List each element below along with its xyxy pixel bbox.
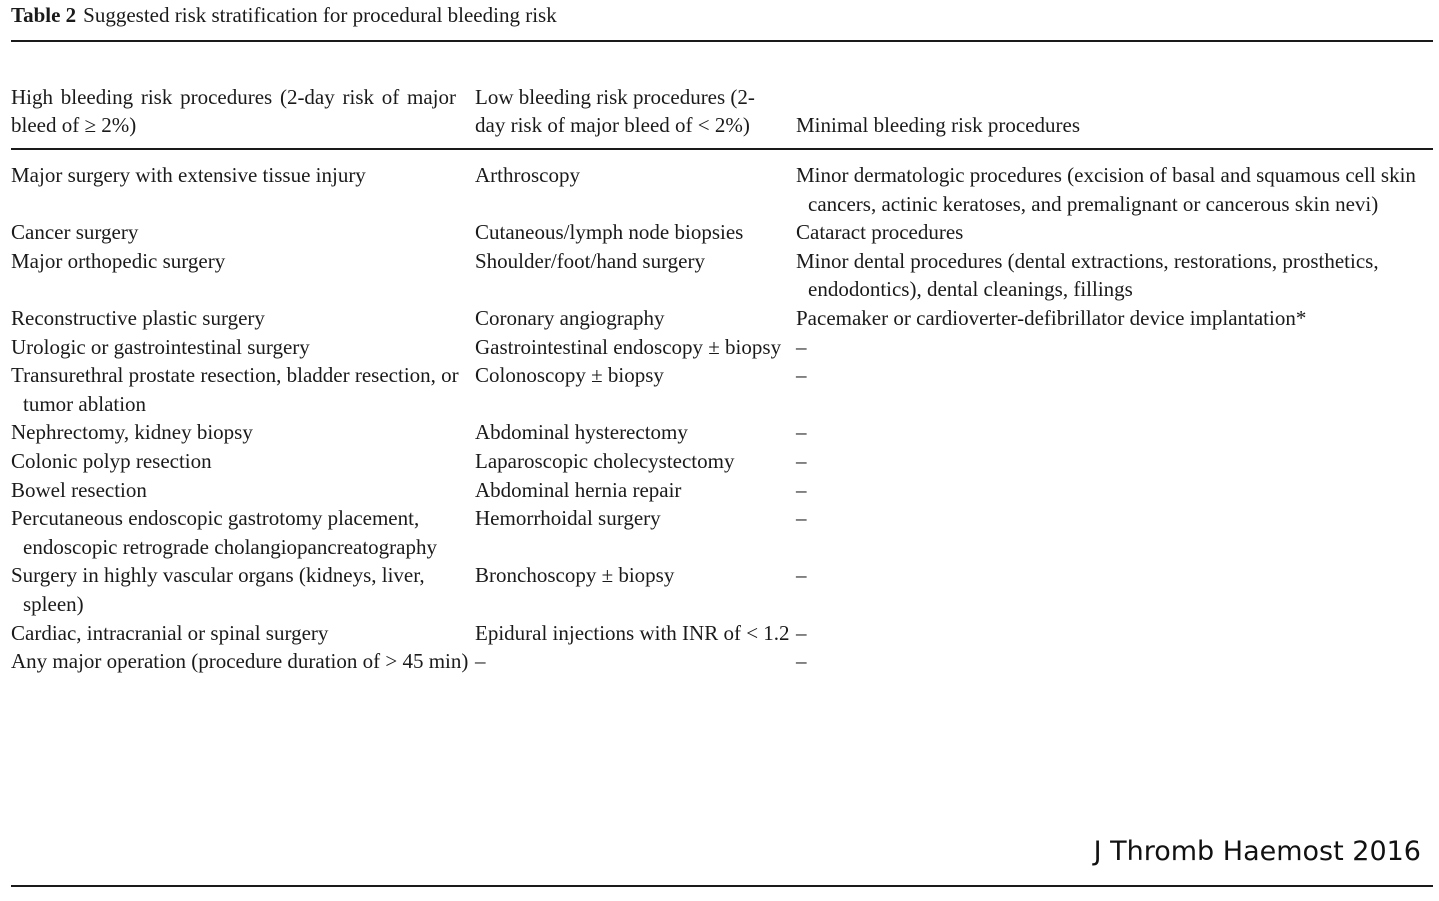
cell-low-risk: Hemorrhoidal surgery <box>475 506 661 531</box>
cell-high-risk: Transurethral prostate resection, bladder resection, or tumor ablation <box>11 363 459 416</box>
cell-minimal-risk: – <box>796 649 807 674</box>
table-row <box>11 361 1433 418</box>
cell-high-risk: Urologic or gastrointestinal surgery <box>11 334 310 359</box>
cell-low-risk: Coronary angiography <box>475 305 665 330</box>
cell-high-risk: Any major operation (procedure duration of > 45 min) <box>11 649 469 674</box>
table-row <box>11 447 1433 476</box>
top-rule <box>11 40 1433 42</box>
bottom-rule <box>11 885 1433 887</box>
cell-high-risk: Colonic polyp resection <box>11 448 212 473</box>
cell-low-risk: Abdominal hysterectomy <box>475 420 688 445</box>
table-caption <box>11 1 557 29</box>
table-row <box>11 333 1433 362</box>
table-row <box>11 619 1433 648</box>
cell-minimal-risk: Minor dermatologic procedures (excision of basal and squamous cell skin cancers, actinic keratoses, and premalignant or cancerous skin nevi) <box>796 163 1416 216</box>
cell-minimal-risk: Pacemaker or cardioverter-defibrillator device implantation* <box>796 305 1307 330</box>
cell-minimal-risk: – <box>796 506 807 531</box>
cell-high-risk: Nephrectomy, kidney biopsy <box>11 420 253 445</box>
cell-high-risk: Major orthopedic surgery <box>11 248 226 273</box>
header-rule <box>11 148 1433 150</box>
table-row <box>11 161 1433 218</box>
cell-high-risk: Cancer surgery <box>11 220 139 245</box>
cell-minimal-risk: – <box>796 448 807 473</box>
cell-low-risk: Shoulder/foot/hand surgery <box>475 248 705 273</box>
source-credit: J Thromb Haemost 2016 <box>1093 836 1421 867</box>
cell-low-risk: Cutaneous/lymph node biopsies <box>475 220 744 245</box>
cell-low-risk: Laparoscopic cholecystectomy <box>475 448 735 473</box>
cell-low-risk: Epidural injections with INR of < 1.2 <box>475 620 790 645</box>
column-header-high-risk-text: High bleeding risk procedures (2-day risk of major bleed of ≥ 2%) <box>11 84 456 138</box>
cell-low-risk: Colonoscopy ± biopsy <box>475 363 664 388</box>
table-row <box>11 247 1433 304</box>
cell-low-risk: Bronchoscopy ± biopsy <box>475 563 675 588</box>
column-header-low-risk-text: Low bleeding risk procedures (2-day risk of major bleed of < 2%) <box>475 84 755 138</box>
cell-high-risk: Cardiac, intracranial or spinal surgery <box>11 620 329 645</box>
table-body <box>11 161 1433 676</box>
table-row <box>11 561 1433 618</box>
column-header-minimal-risk <box>796 52 1416 140</box>
cell-high-risk: Surgery in highly vascular organs (kidneys, liver, spleen) <box>11 563 425 616</box>
table-row <box>11 647 1433 676</box>
table-row <box>11 218 1433 247</box>
table-row <box>11 476 1433 505</box>
table-row <box>11 304 1433 333</box>
cell-low-risk: Abdominal hernia repair <box>475 477 682 502</box>
cell-minimal-risk: – <box>796 420 807 445</box>
table-row <box>11 418 1433 447</box>
cell-high-risk: Reconstructive plastic surgery <box>11 305 265 330</box>
cell-minimal-risk: – <box>796 363 807 388</box>
cell-high-risk: Major surgery with extensive tissue injury <box>11 163 366 187</box>
cell-minimal-risk: – <box>796 477 807 502</box>
cell-minimal-risk: Cataract procedures <box>796 220 964 245</box>
cell-high-risk: Percutaneous endoscopic gastrotomy placement, endoscopic retrograde cholangiopancreatography <box>11 506 437 559</box>
cell-low-risk: Arthroscopy <box>475 163 580 187</box>
cell-minimal-risk: – <box>796 563 807 588</box>
cell-low-risk: Gastrointestinal endoscopy ± biopsy <box>475 334 782 359</box>
column-header-minimal-risk-text: Minimal bleeding risk procedures <box>796 113 1081 138</box>
cell-high-risk: Bowel resection <box>11 477 147 502</box>
cell-minimal-risk: – <box>796 334 807 359</box>
table-title: Suggested risk stratification for procedural bleeding risk <box>83 3 557 27</box>
cell-low-risk: – <box>475 649 486 674</box>
cell-minimal-risk: – <box>796 620 807 645</box>
table-row <box>11 504 1433 561</box>
cell-minimal-risk: Minor dental procedures (dental extractions, restorations, prosthetics, endodontics), dental cleanings, fillings <box>796 248 1379 302</box>
table-label: Table 2 <box>11 3 77 27</box>
column-header-low-risk <box>475 52 775 140</box>
column-header-high-risk <box>11 52 456 140</box>
